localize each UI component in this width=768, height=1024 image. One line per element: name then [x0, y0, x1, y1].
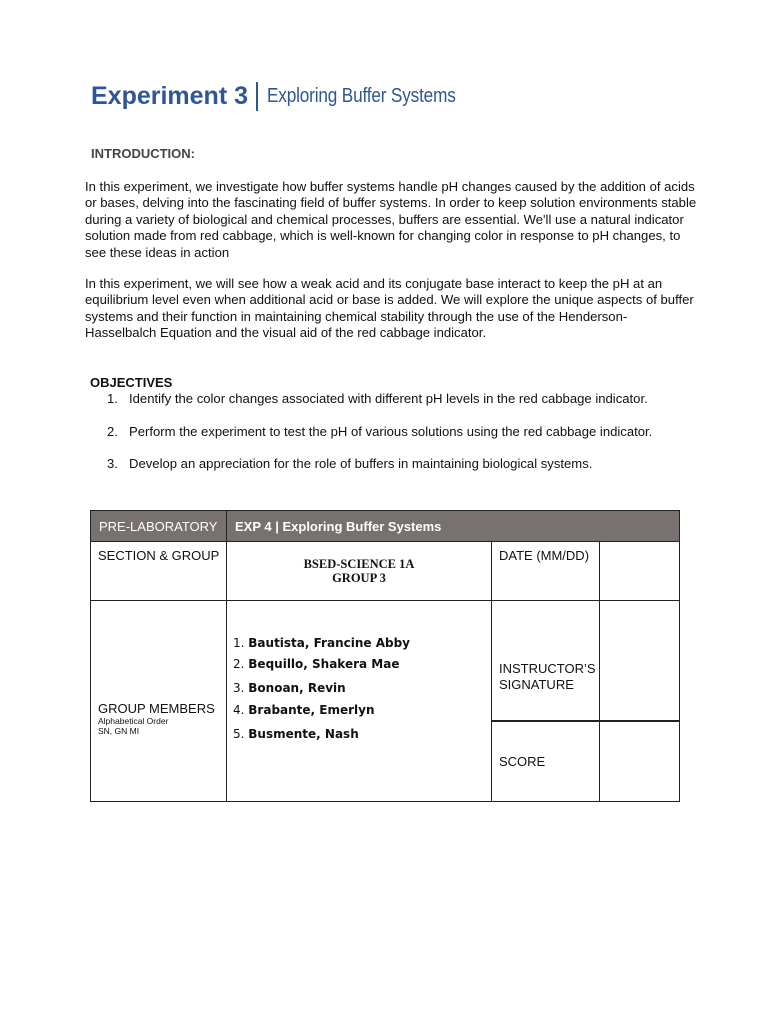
introduction-heading: INTRODUCTION:	[91, 146, 195, 161]
title-experiment: Experiment 3	[91, 81, 249, 110]
objective-number: 3.	[107, 456, 118, 471]
introduction-paragraph-1: In this experiment, we investigate how buffer systems handle pH changes caused by the addition of acids or bases, delving into the fascinating field of buffer systems. In order to keep solution environments stable during a variety of biological and chemical processes, buffers are essential. We'll use a natural indicator solution made from red cabbage, which is well-known for changing color in response to pH changes, to see these ideas in action	[85, 179, 697, 260]
group-members-label-cell	[91, 601, 227, 802]
table-header-row	[91, 511, 680, 542]
date-field[interactable]	[600, 542, 680, 601]
objective-item	[107, 456, 592, 472]
section-group-value-cell	[227, 542, 492, 601]
objective-text: Develop an appreciation for the role of buffers in maintaining biological systems.	[129, 456, 593, 471]
row-divider	[491, 720, 600, 722]
member-number: 4.	[233, 703, 245, 717]
group-value: GROUP 3	[332, 571, 386, 585]
group-members-note	[98, 716, 168, 736]
title-divider	[256, 82, 258, 111]
section-group-label: SECTION & GROUP	[98, 548, 220, 563]
date-label-cell	[492, 542, 600, 601]
member-name: Brabante, Emerlyn	[248, 703, 375, 717]
group-members-list	[227, 601, 491, 801]
objective-number: 2.	[107, 424, 118, 439]
score-label: SCORE	[499, 754, 546, 769]
member-item	[233, 727, 359, 741]
row-divider	[599, 720, 680, 722]
date-label: DATE (MM/DD)	[499, 548, 590, 563]
table-row	[91, 542, 680, 601]
section-value: BSED-SCIENCE 1A	[303, 557, 415, 571]
member-number: 1.	[233, 636, 245, 650]
objective-item	[107, 424, 652, 440]
header-experiment: EXP 4 | Exploring Buffer Systems	[227, 511, 680, 542]
member-item	[233, 681, 346, 695]
member-name: Bequillo, Shakera Mae	[248, 657, 400, 671]
table-row	[91, 601, 680, 802]
group-members-label: GROUP MEMBERS	[98, 701, 215, 716]
instructor-label-line: INSTRUCTOR’S	[499, 661, 596, 676]
section-group-label-cell	[91, 542, 227, 601]
instructor-score-label-cell	[492, 601, 600, 802]
objective-text: Identify the color changes associated with different pH levels in the red cabbage indicator.	[129, 391, 648, 406]
member-item	[233, 636, 410, 650]
member-item	[233, 703, 375, 717]
members-note-order: Alphabetical Order	[98, 716, 169, 726]
section-group-value	[227, 542, 491, 585]
introduction-paragraph-2: In this experiment, we will see how a weak acid and its conjugate base interact to keep the pH at an equilibrium level even when additional acid or base is added. We will explore the unique aspects of buffer systems and their function in maintaining chemical stability through the use of the Henderson-Hasselbalch Equation and the visual aid of the red cabbage indicator.	[85, 276, 694, 341]
title-subtitle: Exploring Buffer Systems	[267, 84, 456, 107]
member-item	[233, 657, 399, 671]
objective-item	[107, 391, 648, 407]
group-members-list-cell	[227, 601, 492, 802]
member-number: 3.	[233, 681, 245, 695]
pre-laboratory-table	[90, 510, 680, 802]
objective-number: 1.	[107, 391, 118, 406]
instructor-signature-label	[499, 661, 596, 693]
page-title	[91, 78, 486, 114]
member-name: Bautista, Francine Abby	[248, 636, 410, 650]
member-name: Busmente, Nash	[248, 727, 359, 741]
objective-text: Perform the experiment to test the pH of various solutions using the red cabbage indicator.	[129, 424, 653, 439]
signature-label-line: SIGNATURE	[499, 677, 574, 692]
objectives-heading: OBJECTIVES	[90, 375, 173, 390]
members-note-format: SN, GN MI	[98, 726, 140, 736]
member-number: 2.	[233, 657, 245, 671]
instructor-score-value-cell	[600, 601, 680, 802]
member-number: 5.	[233, 727, 245, 741]
header-pre-laboratory: PRE-LABORATORY	[91, 511, 227, 542]
member-name: Bonoan, Revin	[248, 681, 346, 695]
